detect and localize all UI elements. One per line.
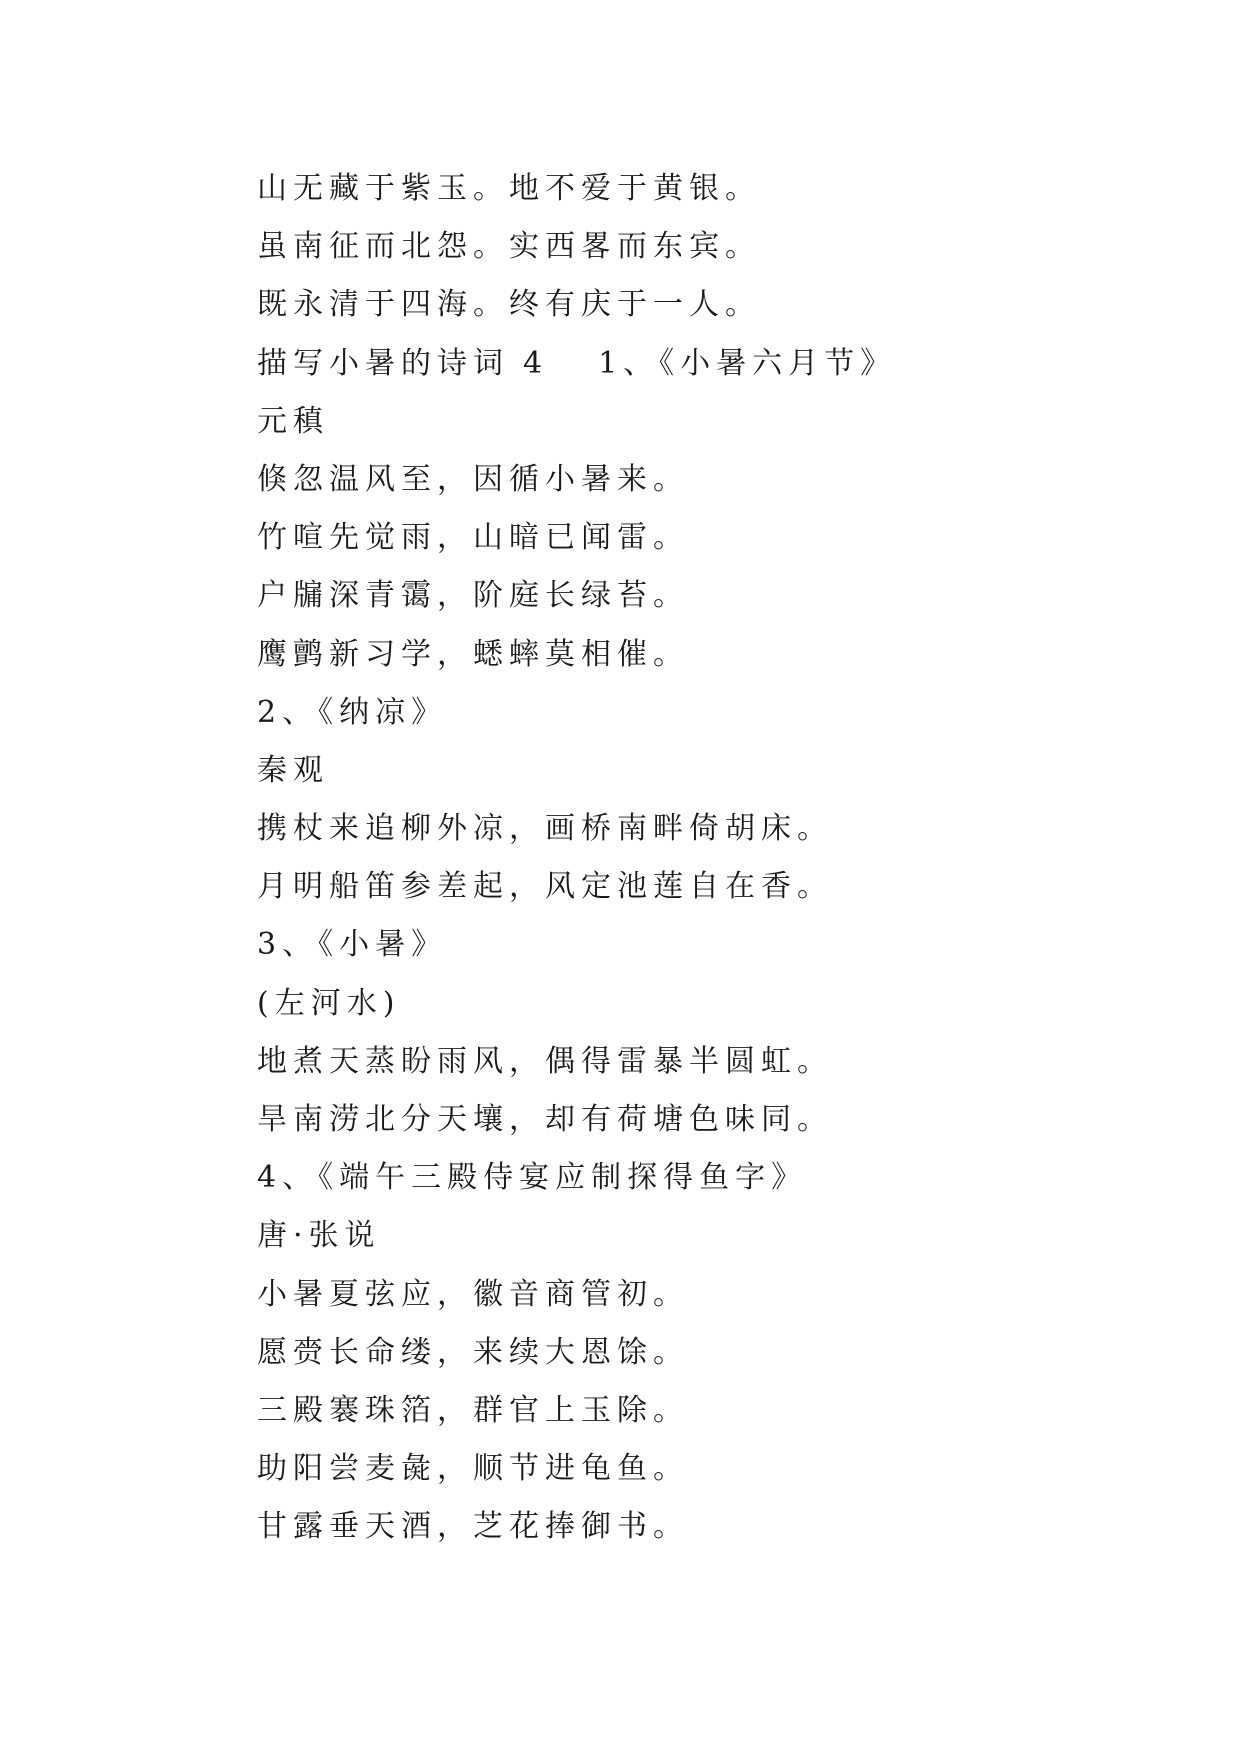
poem-author: 元稹 xyxy=(257,403,329,439)
poem-line: 旱南涝北分天壤，却有荷塘色味同。 xyxy=(257,1102,833,1137)
poem-line: 助阳尝麦彘，顺节进龟鱼。 xyxy=(257,1451,689,1487)
document-body xyxy=(257,160,1157,1557)
section-heading xyxy=(257,335,1157,393)
poem-author: 秦观 xyxy=(257,752,329,788)
poem-line: 愿赍长命缕，来续大恩馀。 xyxy=(257,1334,689,1370)
poem-line: 竹喧先觉雨，山暗已闻雷。 xyxy=(257,520,689,556)
poem-line: 甘露垂天酒，芝花捧御书。 xyxy=(257,1509,689,1545)
poem-line: 携杖来追柳外凉，画桥南畔倚胡床。 xyxy=(257,811,833,847)
poem-author: 唐·张说 xyxy=(257,1218,381,1254)
poem-title: 1、《小暑六月节》 xyxy=(598,345,897,381)
text-line: 山无藏于紫玉。地不爱于黄银。 xyxy=(257,171,761,206)
heading-number: 4 xyxy=(523,345,543,381)
poem-author: (左河水) xyxy=(257,985,401,1021)
poem-title: 4、《端午三殿侍宴应制探得鱼字》 xyxy=(257,1160,808,1196)
poem-line: 三殿褰珠箔，群官上玉除。 xyxy=(257,1392,689,1428)
text-line: 虽南征而北怨。实西畧而东宾。 xyxy=(257,229,761,265)
poem-title: 2、《纳凉》 xyxy=(257,694,448,730)
poem-line: 地煮天蒸盼雨风，偶得雷暴半圆虹。 xyxy=(257,1043,833,1079)
poem-line: 鹰鹯新习学，蟋蟀莫相催。 xyxy=(257,636,689,672)
poem-line: 小暑夏弦应，徽音商管初。 xyxy=(257,1276,689,1312)
poem-line: 户牖深青霭，阶庭长绿苔。 xyxy=(257,578,689,614)
poem-line: 倏忽温风至，因循小暑来。 xyxy=(257,461,689,497)
text-line: 既永清于四海。终有庆于一人。 xyxy=(257,287,761,323)
poem-line: 月明船笛参差起，风定池莲自在香。 xyxy=(257,869,833,905)
poem-title: 3、《小暑》 xyxy=(257,927,448,963)
heading-title: 描写小暑的诗词 xyxy=(257,345,509,381)
